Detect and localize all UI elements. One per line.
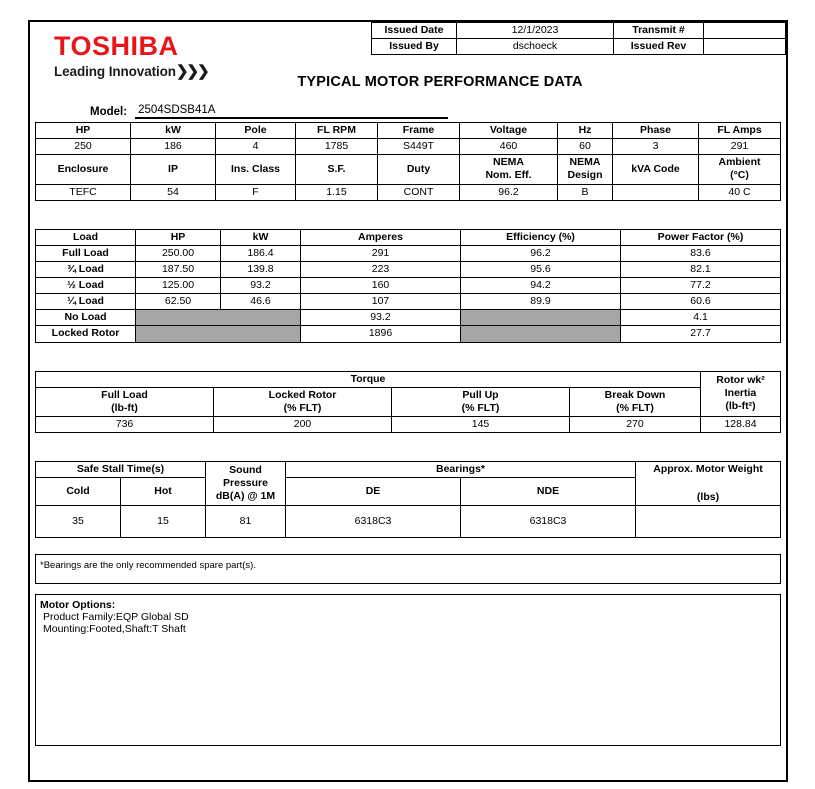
torque-header-pull-up <box>392 387 570 416</box>
spec-header-fl-amps: FL Amps <box>699 123 781 139</box>
model-value: 2504SDSB41A <box>135 104 448 119</box>
stall-bearings-table <box>35 461 781 538</box>
spec-value-nema-eff: 96.2 <box>460 184 558 200</box>
spacer <box>30 201 786 229</box>
load-cell-amperes: 107 <box>301 294 461 310</box>
load-header-kw: kW <box>221 229 301 245</box>
table-row <box>36 245 781 261</box>
load-cell-kw: 186.4 <box>221 245 301 261</box>
torque-header-pull-up-l1: Pull Up <box>462 388 499 401</box>
torque-header-locked-rotor-l1: Locked Rotor <box>268 388 337 401</box>
model-field <box>90 104 448 119</box>
spec-header-phase: Phase <box>613 123 699 139</box>
spec-header-ambient <box>699 155 781 184</box>
bearings-header: Bearings* <box>286 462 636 478</box>
torque-value-locked-rotor: 200 <box>214 416 392 432</box>
issued-rev-value <box>704 39 786 55</box>
spec-header-ip <box>131 155 216 184</box>
issued-date-value: 12/1/2023 <box>457 23 614 39</box>
load-row-label: ½ Load <box>36 278 136 294</box>
bearings-note: *Bearings are the only recommended spare part(s). <box>35 554 781 584</box>
load-cell-kw: 93.2 <box>221 278 301 294</box>
sound-pressure-l1: Sound <box>229 463 262 476</box>
spec-header-duty <box>378 155 460 184</box>
spec-value-kw: 186 <box>131 139 216 155</box>
load-cell-efficiency: 94.2 <box>461 278 621 294</box>
spec-value-duty: CONT <box>378 184 460 200</box>
load-cell-hp: 187.50 <box>136 261 221 277</box>
spacer <box>30 538 786 554</box>
load-cell-efficiency: 95.6 <box>461 261 621 277</box>
sound-pressure-value: 81 <box>206 506 286 538</box>
issued-date-label: Issued Date <box>372 23 457 39</box>
spec-value-hz: 60 <box>558 139 613 155</box>
load-performance-table <box>35 229 781 343</box>
spec-header-nema-design-l1: NEMA <box>569 156 601 169</box>
document-header <box>30 22 786 122</box>
spec-header-ambient-l1: Ambient <box>718 156 761 169</box>
table-row <box>372 23 786 39</box>
brand-tagline <box>54 62 254 80</box>
spec-header-duty-l1: Duty <box>406 162 431 175</box>
spec-header-ins-class <box>216 155 296 184</box>
load-cell-amperes: 160 <box>301 278 461 294</box>
spec-value-fl-rpm: 1785 <box>296 139 378 155</box>
bearing-nde-header: NDE <box>461 478 636 506</box>
load-cell-shaded <box>461 326 621 342</box>
load-cell-shaded <box>136 310 301 326</box>
motor-weight-l2: (lbs) <box>696 490 720 503</box>
spec-header-kw: kW <box>131 123 216 139</box>
rotor-inertia-value: 128.84 <box>701 416 781 432</box>
spec-value-nema-design: B <box>558 184 613 200</box>
spec-header-nema-design-l2: Design <box>567 169 603 182</box>
load-cell-amperes: 291 <box>301 245 461 261</box>
torque-header-full-load-l2: (lb-ft) <box>111 401 138 414</box>
brand-name: TOSHIBA <box>54 31 179 61</box>
torque-value-pull-up: 145 <box>392 416 570 432</box>
load-cell-power-factor: 27.7 <box>621 326 781 342</box>
table-row <box>36 387 781 416</box>
spec-header-ins-class-l1: Ins. Class <box>230 162 281 175</box>
spec-value-ins-class: F <box>216 184 296 200</box>
torque-header-break-down-l2: (% FLT) <box>616 401 654 414</box>
load-row-label: ¾ Load <box>36 261 136 277</box>
table-row <box>36 310 781 326</box>
spec-header-kva-code <box>613 155 699 184</box>
spec-value-ambient: 40 C <box>699 184 781 200</box>
load-header-efficiency: Efficiency (%) <box>461 229 621 245</box>
sound-pressure-header <box>206 462 286 506</box>
spec-header-sf-l1: S.F. <box>327 162 346 175</box>
rotor-inertia-l2: Inertia <box>724 387 757 400</box>
load-cell-amperes: 1896 <box>301 326 461 342</box>
spec-header-fl-rpm: FL RPM <box>296 123 378 139</box>
table-row <box>36 184 781 200</box>
load-cell-power-factor: 4.1 <box>621 310 781 326</box>
sound-pressure-l2: Pressure <box>223 477 268 489</box>
torque-value-full-load: 736 <box>36 416 214 432</box>
torque-header-break-down-l1: Break Down <box>604 388 666 401</box>
table-row <box>36 261 781 277</box>
issued-by-label: Issued By <box>372 39 457 55</box>
hot-header: Hot <box>121 478 206 506</box>
spec-header-ambient-l2: (°C) <box>730 169 749 182</box>
brand-tagline-text: Leading Innovation <box>54 64 176 80</box>
spec-value-ip: 54 <box>131 184 216 200</box>
chevrons-icon: ❯❯❯ <box>175 63 208 81</box>
torque-header-locked-rotor-l2: (% FLT) <box>283 401 322 414</box>
torque-header-break-down <box>570 387 701 416</box>
load-cell-efficiency: 89.9 <box>461 294 621 310</box>
spacer <box>30 433 786 461</box>
spec-value-enclosure: TEFC <box>36 184 131 200</box>
motor-weight-header <box>636 462 781 506</box>
load-cell-amperes: 223 <box>301 261 461 277</box>
spec-value-voltage: 460 <box>460 139 558 155</box>
spec-header-pole: Pole <box>216 123 296 139</box>
cold-value: 35 <box>36 506 121 538</box>
table-row <box>372 39 786 55</box>
table-row <box>36 506 781 538</box>
issued-by-value: dschoeck <box>457 39 614 55</box>
spec-value-frame: S449T <box>378 139 460 155</box>
specification-table <box>35 122 781 201</box>
load-cell-power-factor: 83.6 <box>621 245 781 261</box>
spec-value-hp: 250 <box>36 139 131 155</box>
bearing-de-header: DE <box>286 478 461 506</box>
load-cell-hp: 125.00 <box>136 278 221 294</box>
spacer <box>30 584 786 594</box>
table-row <box>36 462 781 478</box>
load-header-load: Load <box>36 229 136 245</box>
load-header-power-factor: Power Factor (%) <box>621 229 781 245</box>
torque-table <box>35 371 781 434</box>
spec-header-kva-code-l1: kVA Code <box>631 162 680 175</box>
torque-header-pull-up-l2: (% FLT) <box>461 401 500 414</box>
table-row <box>36 123 781 139</box>
bearing-de-value: 6318C3 <box>286 506 461 538</box>
rotor-inertia-l3: (lb-ft²) <box>725 400 756 413</box>
load-cell-shaded <box>136 326 301 342</box>
load-cell-hp: 62.50 <box>136 294 221 310</box>
spec-header-frame: Frame <box>378 123 460 139</box>
spec-header-nema-eff <box>460 155 558 184</box>
spec-header-voltage: Voltage <box>460 123 558 139</box>
spec-header-nema-eff-l2: Nom. Eff. <box>485 169 532 182</box>
spec-value-kva-code <box>613 184 699 200</box>
load-row-label: Locked Rotor <box>36 326 136 342</box>
sound-pressure-l3: dB(A) @ 1M <box>215 490 276 503</box>
load-row-label: Full Load <box>36 245 136 261</box>
load-cell-kw: 139.8 <box>221 261 301 277</box>
table-row <box>36 139 781 155</box>
motor-weight-l1: Approx. Motor Weight <box>653 463 763 476</box>
spec-header-enclosure <box>36 155 131 184</box>
toshiba-logo <box>54 32 254 80</box>
torque-header-full-load <box>36 387 214 416</box>
torque-header-full-load-l1: Full Load <box>101 388 148 401</box>
transmit-number-value <box>704 23 786 39</box>
torque-header-locked-rotor <box>214 387 392 416</box>
motor-options-line: Product Family:EQP Global SD <box>43 611 189 624</box>
load-cell-amperes: 93.2 <box>301 310 461 326</box>
spec-header-sf <box>296 155 378 184</box>
table-row <box>36 278 781 294</box>
torque-group-label: Torque <box>36 371 701 387</box>
load-header-amperes: Amperes <box>301 229 461 245</box>
load-cell-power-factor: 77.2 <box>621 278 781 294</box>
motor-options-box <box>35 594 781 650</box>
spec-header-enclosure-l1: Enclosure <box>57 162 109 175</box>
spec-header-ip-l1: IP <box>168 162 178 175</box>
load-cell-hp: 250.00 <box>136 245 221 261</box>
table-row <box>36 229 781 245</box>
model-label: Model: <box>90 106 128 118</box>
torque-value-break-down: 270 <box>570 416 701 432</box>
transmit-number-label: Transmit # <box>614 23 704 39</box>
safe-stall-time-header: Safe Stall Time(s) <box>36 462 206 478</box>
issued-info-table <box>371 22 786 55</box>
spec-value-pole: 4 <box>216 139 296 155</box>
table-row <box>36 326 781 342</box>
load-row-label: No Load <box>36 310 136 326</box>
motor-options-line: Mounting:Footed,Shaft:T Shaft <box>43 623 186 636</box>
spacer <box>30 343 786 371</box>
rotor-inertia-l1: Rotor wk² <box>716 374 765 386</box>
load-cell-power-factor: 60.6 <box>621 294 781 310</box>
load-row-label: ¼ Load <box>36 294 136 310</box>
table-row <box>36 155 781 184</box>
bearing-nde-value: 6318C3 <box>461 506 636 538</box>
page-title: TYPICAL MOTOR PERFORMANCE DATA <box>297 74 583 90</box>
motor-weight-value <box>636 506 781 538</box>
load-header-hp: HP <box>136 229 221 245</box>
spec-header-nema-eff-l1: NEMA <box>493 156 524 169</box>
load-cell-efficiency: 96.2 <box>461 245 621 261</box>
motor-options-title: Motor Options: <box>40 599 116 612</box>
table-row <box>36 294 781 310</box>
hot-value: 15 <box>121 506 206 538</box>
load-cell-kw: 46.6 <box>221 294 301 310</box>
spec-header-nema-design <box>558 155 613 184</box>
rotor-inertia-header <box>701 371 781 416</box>
options-blank-area <box>35 650 781 746</box>
spec-header-hz: Hz <box>558 123 613 139</box>
issued-rev-label: Issued Rev <box>614 39 704 55</box>
table-row <box>36 416 781 432</box>
spec-value-phase: 3 <box>613 139 699 155</box>
load-cell-power-factor: 82.1 <box>621 261 781 277</box>
spec-header-hp: HP <box>36 123 131 139</box>
cold-header: Cold <box>36 478 121 506</box>
spec-value-sf: 1.15 <box>296 184 378 200</box>
spec-value-fl-amps: 291 <box>699 139 781 155</box>
load-cell-shaded <box>461 310 621 326</box>
table-row <box>36 371 781 387</box>
document-page <box>28 20 788 782</box>
